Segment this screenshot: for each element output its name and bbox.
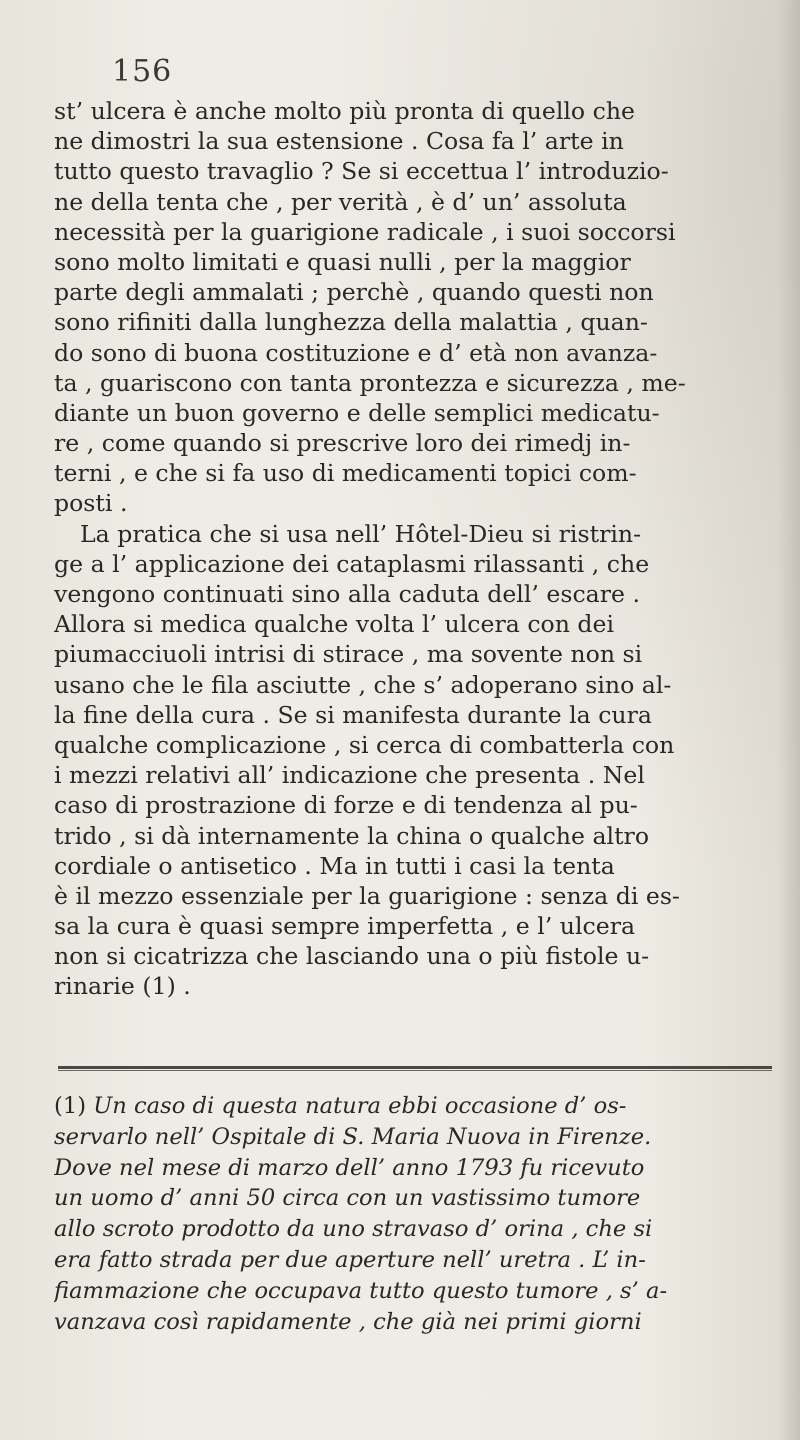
text-line: sono rifiniti dalla lunghezza della malattia , quan-	[54, 308, 648, 337]
text-line: piumacciuoli intrisi di stirace , ma sovente non si	[54, 640, 643, 669]
text-line: caso di prostrazione di forze e di tendenza al pu-	[54, 791, 638, 820]
text-line: st’ ulcera è anche molto più pronta di quello che	[54, 97, 636, 125]
footnote-line: un uomo d’ anni 50 circa con un vastissimo tumore	[54, 1185, 641, 1212]
text-line: necessità per la guarigione radicale , i suoi soccorsi	[54, 217, 676, 246]
text-line: parte degli ammalati ; perchè , quando questi non	[54, 278, 654, 307]
footnote-line: vanzava così rapidamente , che già nei primi giorni	[54, 1308, 642, 1335]
page-edge-shadow	[778, 0, 800, 1440]
text-line: vengono continuati sino alla caduta dell’ escare .	[54, 580, 640, 608]
text-line: usano che le fila asciutte , che s’ adoperano sino al-	[54, 670, 672, 699]
text-line: tutto questo travaglio ? Se si eccettua l’ introduzio-	[54, 157, 669, 186]
text-line: do sono di buona costituzione e d’ età non avanza-	[54, 338, 658, 367]
footnote-marker: (1)	[54, 1093, 87, 1119]
footnote-line: era fatto strada per due aperture nell’ uretra . L’ in-	[54, 1246, 646, 1273]
text-line: i mezzi relativi all’ indicazione che presenta . Nel	[54, 761, 645, 790]
footnote-line: allo scroto prodotto da uno stravaso d’ orina , che si	[54, 1216, 653, 1243]
text-line: posti .	[54, 489, 128, 518]
footnote-line: Dove nel mese di marzo dell’ anno 1793 fu ricevuto	[54, 1154, 645, 1181]
footnote-line: fiammazione che occupava tutto questo tumore , s’ a-	[54, 1277, 668, 1304]
footnote-first-line	[54, 1091, 776, 1122]
footnote	[54, 1091, 776, 1337]
footnote-divider	[58, 1066, 772, 1071]
page-number: 156	[112, 54, 173, 89]
footnote-line: servarlo nell’ Ospitale di S. Maria Nuova in Firenze.	[54, 1123, 652, 1150]
text-line: Allora si medica qualche volta l’ ulcera con dei	[54, 610, 615, 639]
text-line: ne della tenta che , per verità , è d’ un’ assoluta	[54, 187, 627, 216]
text-line: rinarie (1) .	[54, 972, 191, 1001]
body-text	[54, 96, 776, 1002]
text-line: trido , si dà internamente la china o qualche altro	[54, 821, 650, 850]
text-line: è il mezzo essenziale per la guarigione : senza di es-	[54, 881, 680, 910]
paragraph-start-line: La pratica che si usa nell’ Hôtel-Dieu si ristrin-	[80, 519, 642, 548]
text-line: re , come quando si prescrive loro dei rimedj in-	[54, 429, 631, 458]
text-line: cordiale o antisetico . Ma in tutti i casi la tenta	[54, 851, 615, 880]
footnote-line-text: Un caso di questa natura ebbi occasione d’ os-	[93, 1093, 627, 1119]
text-line: ge a l’ applicazione dei cataplasmi rilassanti , che	[54, 549, 650, 578]
text-line: sono molto limitati e quasi nulli , per la maggior	[54, 247, 631, 276]
text-line: qualche complicazione , si cerca di combatterla con	[54, 730, 675, 759]
text-line: sa la cura è quasi sempre imperfetta , e l’ ulcera	[54, 912, 636, 941]
text-line: ta , guariscono con tanta prontezza e sicurezza , me-	[54, 368, 686, 397]
text-line: diante un buon governo e delle semplici medicatu-	[54, 398, 660, 427]
text-line: la fine della cura . Se si manifesta durante la cura	[54, 700, 652, 729]
text-line: terni , e che si fa uso di medicamenti topici com-	[54, 459, 637, 488]
text-line: ne dimostri la sua estensione . Cosa fa l’ arte in	[54, 127, 624, 156]
text-line: non si cicatrizza che lasciando una o più fistole u-	[54, 942, 650, 971]
